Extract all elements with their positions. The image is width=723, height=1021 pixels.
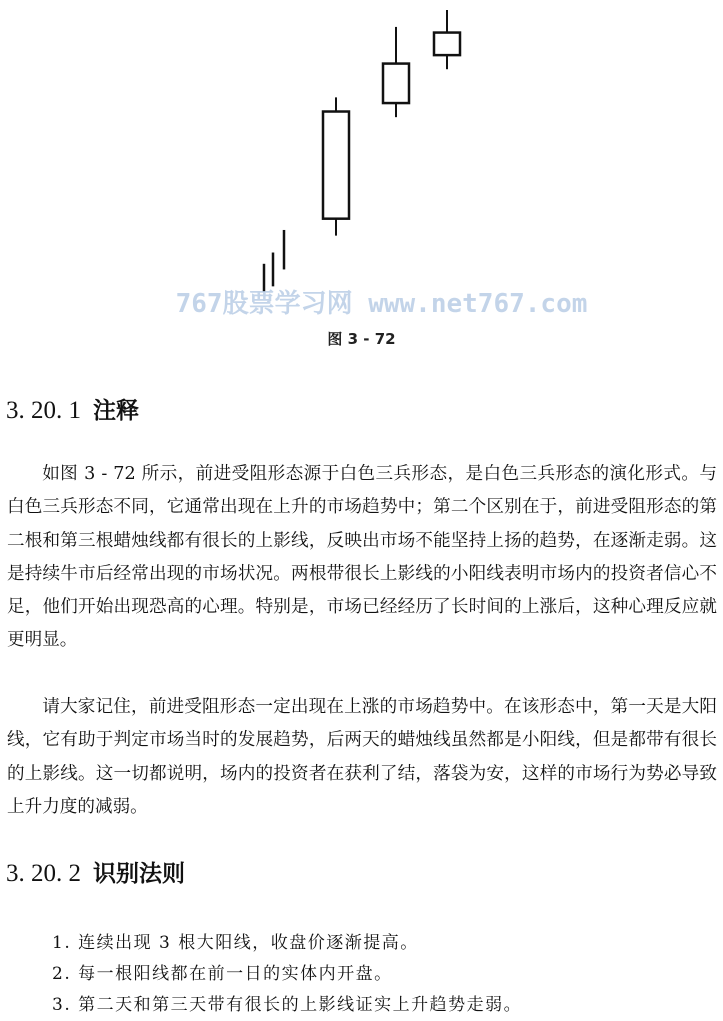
- section-heading-rules: [6, 855, 185, 888]
- section-heading-notes: [6, 392, 139, 425]
- candle-6: [434, 10, 460, 69]
- candle-body: [434, 33, 460, 56]
- figure-caption: 图 3 - 72: [327, 330, 396, 348]
- section-title: 注释: [93, 398, 139, 424]
- candlestick-chart: [0, 0, 723, 320]
- list-item: 1. 连续出现 3 根大阳线，收盘价逐渐提高。: [52, 933, 419, 953]
- paragraph: 请大家记住，前进受阻形态一定出现在上涨的市场趋势中。在该形态中，第一天是大阳线，它有助于判定市场当时的发展趋势，后两天的蜡烛线虽然都是小阳线，但是都带有很长的上影线。这一切都说明，场内的投资者在获利了结，落袋为安，这样的市场行为势必导致上升力度的减弱。: [7, 697, 717, 817]
- candlestick-figure: [0, 0, 723, 348]
- list-item: 3. 第二天和第三天带有很长的上影线证实上升趋势走弱。: [52, 995, 523, 1015]
- section-number: 3. 20. 2: [6, 860, 81, 887]
- section-number: 3. 20. 1: [6, 397, 81, 424]
- rules-list: [52, 928, 522, 1021]
- section-title: 识别法则: [93, 861, 185, 887]
- watermark: 767股票学习网 www.net767.com: [175, 289, 588, 319]
- list-item: 2. 每一根阳线都在前一日的实体内开盘。: [52, 964, 393, 984]
- paragraph: 如图 3 - 72 所示，前进受阻形态源于白色三兵形态，是白色三兵形态的演化形式。与白色三兵形态不同，它通常出现在上升的市场趋势中；第二个区别在于，前进受阻形态的第二根和第三根蜡烛线都有很长的上影线，反映出市场不能坚持上扬的趋势，在逐渐走弱。这是持续牛市后经常出现的市场状况。两根带很长上影线的小阳线表明市场内的投资者信心不足，他们开始出现恐高的心理。特别是，市场已经经历了长时间的上涨后，这种心理反应就更明显。: [7, 464, 717, 651]
- candle-5: [383, 27, 409, 117]
- candle-4: [323, 97, 349, 235]
- candle-body: [323, 112, 349, 219]
- candle-body: [383, 64, 409, 103]
